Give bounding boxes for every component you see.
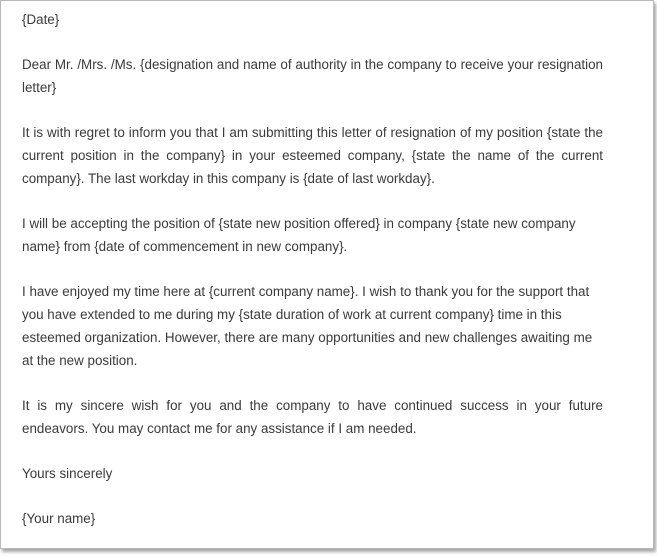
letter-paragraph-current-position: It is with regret to inform you that I am submitting this letter of resignation of my position {state the current position in the company} in your esteemed company, {state the name of the current company}. The last workday in this company is {date of last workday}. — [22, 125, 603, 186]
letter-salutation: Dear Mr. /Mrs. /Ms. {designation and name of authority in the company to receive your resignation letter} — [22, 57, 603, 95]
letter-paragraph-wishes: It is my sincere wish for you and the company to have continued success in your future endeavors. You may contact me for any assistance if I am needed. — [22, 398, 603, 436]
letter-paragraph-new-position: I will be accepting the position of {state new position offered} in company {state new company name} from {date of commencement in new company}. — [22, 216, 576, 254]
letter-signature: {Your name} — [22, 511, 96, 526]
letter-date: {Date} — [22, 12, 60, 27]
letter-closing: Yours sincerely — [22, 466, 113, 481]
letter-body — [22, 8, 603, 530]
letter-paragraph-gratitude: I have enjoyed my time here at {current company name}. I wish to thank you for the support that you have extended to me during my {state duration of work at current company} time in this esteemed organization. However, there are many opportunities and new challenges awaiting me at the new position. — [22, 284, 593, 368]
